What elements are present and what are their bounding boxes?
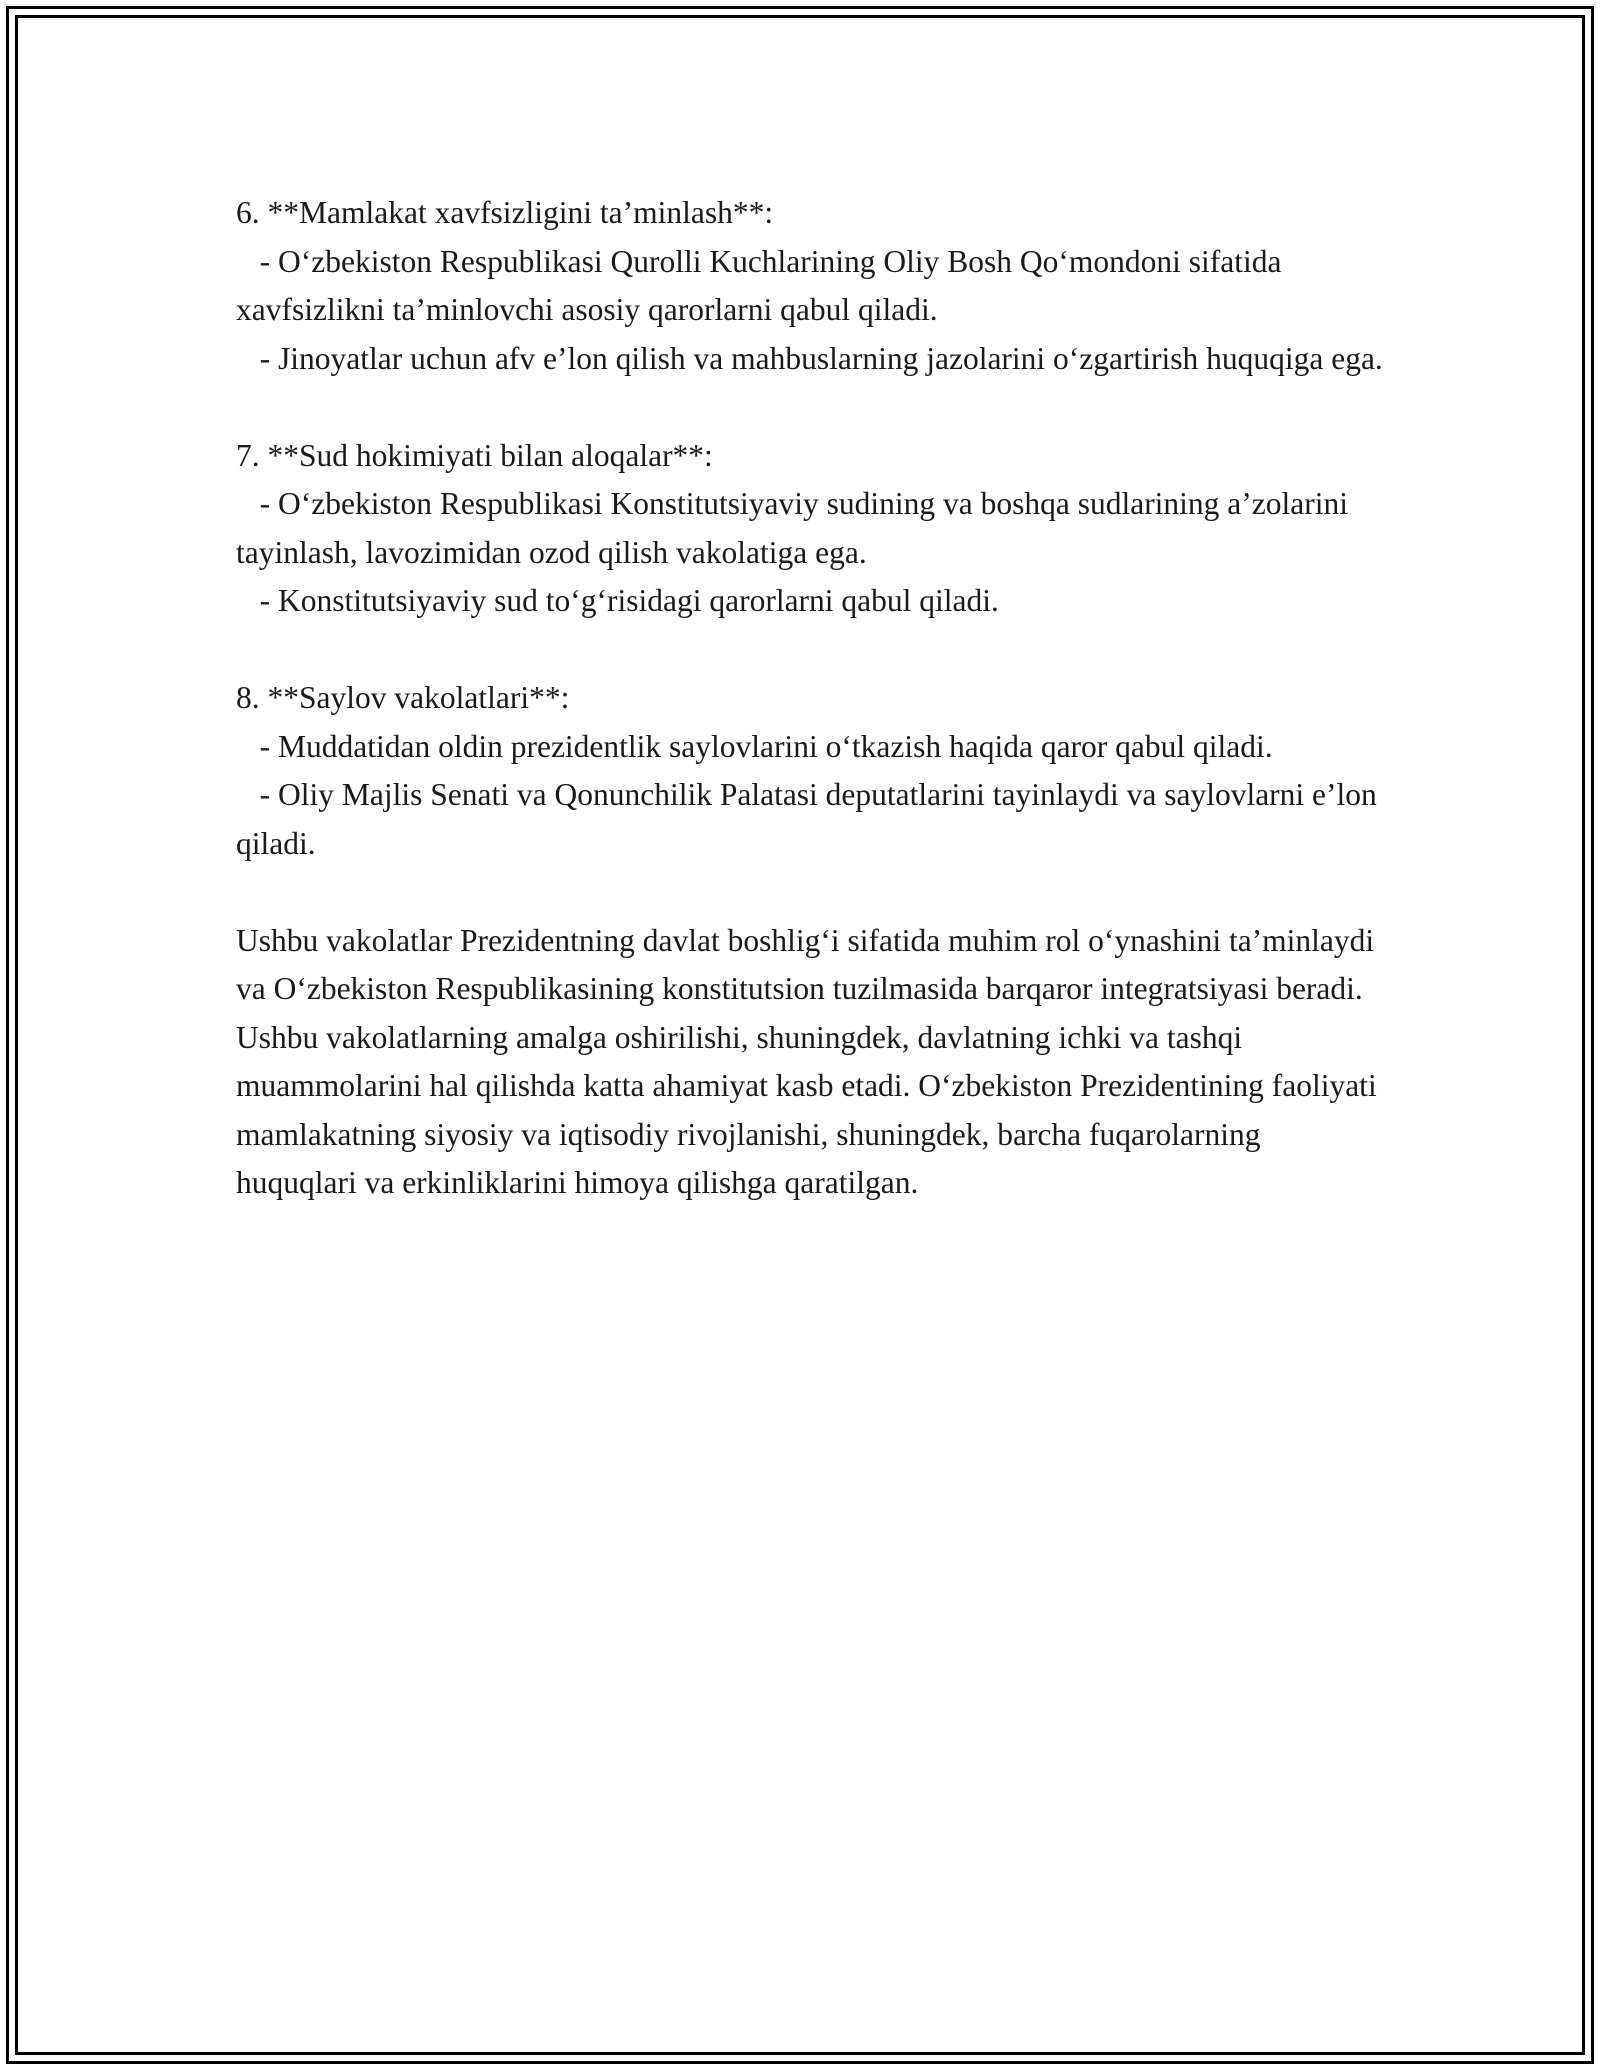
section-heading: 8. **Saylov vakolatlari**: [236,680,570,715]
bullet-item: - Konstitutsiyaviy sud to‘g‘risidagi qarorlarni qabul qiladi. [236,583,999,618]
bullet-text: O‘zbekiston Respublikasi Konstitutsiyaviy sudining va boshqa sudlarining a’zolarini tayinlash, lavozimidan ozod qilish vakolatiga ega. [236,486,1348,570]
section-heading: 7. **Sud hokimiyati bilan aloqalar**: [236,437,713,473]
bullet-text: Muddatidan oldin prezidentlik saylovlarini o‘tkazish haqida qaror qabul qiladi. [278,728,1273,764]
bullet-text: Oliy Majlis Senati va Qonunchilik Palatasi deputatlarini tayinlaydi va saylovlarni e’lon qiladi. [236,777,1377,861]
section-elections [236,674,1386,868]
section-judiciary [236,432,1386,626]
bullet-text: O‘zbekiston Respublikasi Qurolli Kuchlarining Oliy Bosh Qo‘mondoni sifatida xavfsizlikni ta’minlovchi asosiy qarorlarni qabul qiladi. [236,243,1282,327]
bullet-item: - Jinoyatlar uchun afv e’lon qilish va mahbuslarning jazolarini o‘zgartirish huquqiga ega. [236,340,1383,376]
section-security [236,189,1386,383]
closing-paragraph: Ushbu vakolatlar Prezidentning davlat boshlig‘i sifatida muhim rol o‘ynashini ta’minlaydi va O‘zbekiston Respublikasining konstitutsion tuzilmasida barqaror integratsiyasi beradi. Ushbu vakolatlarning amalga oshirilishi, shuningdek, davlatning ichki va tashqi muammolarini hal qilishda katta ahamiyat kasb etadi. O‘zbekiston Prezidentining faoliyati mamlakatning siyosiy va iqtisodiy rivojlanishi, shuningdek, barcha fuqarolarning huquqlari va erkinliklarini himoya qilishga qaratilgan. [236,922,1377,1200]
bullet-text: Jinoyatlar uchun afv e’lon qilish va mahbuslarning jazolarini o‘zgartirish huquqiga ega. [278,340,1383,376]
bullet-item: - O‘zbekiston Respublikasi Konstitutsiyaviy sudining va boshqa sudlarining a’zolarini tayinlash, lavozimidan ozod qilish vakolatiga ega. [236,486,1348,570]
bullet-text: Konstitutsiyaviy sud to‘g‘risidagi qarorlarni qabul qiladi. [278,583,999,618]
bullet-item: - O‘zbekiston Respublikasi Qurolli Kuchlarining Oliy Bosh Qo‘mondoni sifatida xavfsizlikni ta’minlovchi asosiy qarorlarni qabul qiladi. [236,243,1282,327]
document-body [236,189,1386,1208]
bullet-item: - Oliy Majlis Senati va Qonunchilik Palatasi deputatlarini tayinlaydi va saylovlarni e’lon qiladi. [236,777,1377,861]
section-heading: 6. **Mamlakat xavfsizligini ta’minlash**: [236,195,774,230]
bullet-item: - Muddatidan oldin prezidentlik saylovlarini o‘tkazish haqida qaror qabul qiladi. [236,728,1273,764]
